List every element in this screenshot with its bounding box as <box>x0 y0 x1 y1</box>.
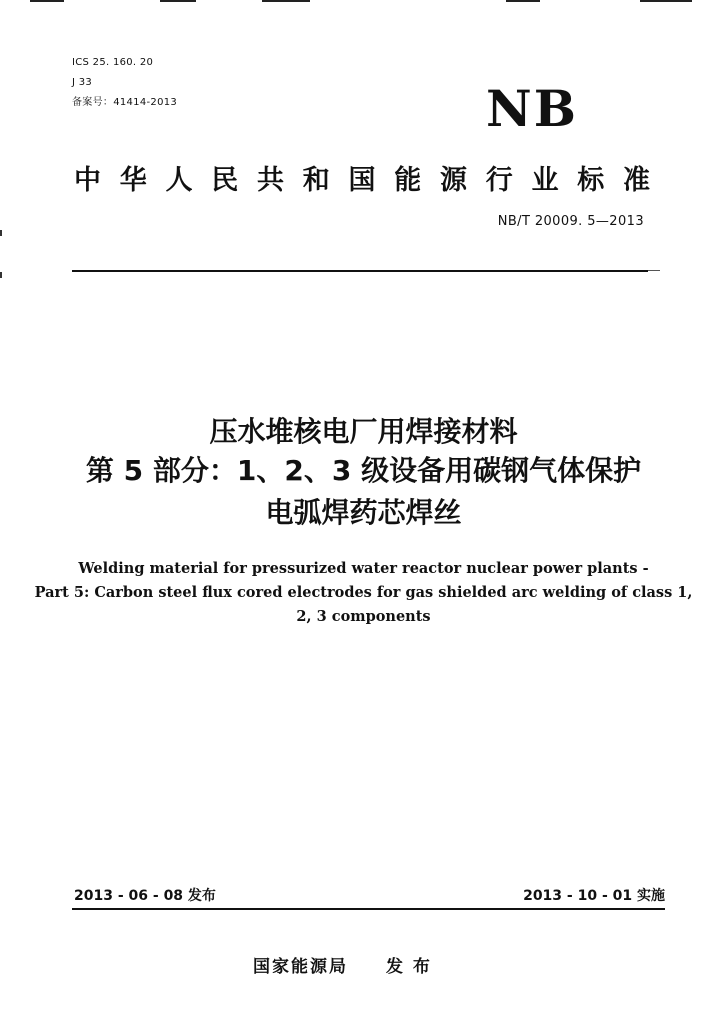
title-en-line2: Part 5: Carbon steel flux cored electrodes for gas shielded arc welding of class 1, <box>34 584 693 601</box>
issuer-char: 准 <box>623 164 650 196</box>
title-cn-line2: 第 5 部分：1、2、3 级设备用碳钢气体保护 <box>85 454 642 487</box>
scan-mark <box>160 0 196 2</box>
issuer-char: 业 <box>531 164 559 196</box>
issuer-char: 源 <box>440 164 467 196</box>
bottom-divider <box>72 908 665 910</box>
issuer-char: 中 <box>74 164 101 196</box>
implementation-date: 2013 - 10 - 01 实施 <box>523 888 665 904</box>
issuer-char: 国 <box>348 164 376 196</box>
standard-number: NB/T 20009. 5—2013 <box>497 214 644 229</box>
issuer-char: 共 <box>257 164 284 196</box>
scan-mark <box>0 230 2 236</box>
title-cn-line3: 电弧焊药芯焊丝 <box>265 496 462 529</box>
title-cn-line1: 压水堆核电厂用焊接材料 <box>209 415 518 448</box>
publisher-name: 国家能源局 <box>253 957 348 977</box>
classification-code: J 33 <box>72 77 93 88</box>
scan-mark <box>506 0 540 2</box>
publish-date: 2013 - 06 - 08 发布 <box>74 888 216 904</box>
title-en-line1: Welding material for pressurized water reactor nuclear power plants - <box>78 560 649 577</box>
issuer-char: 和 <box>302 164 330 196</box>
issuer-char: 民 <box>211 164 239 196</box>
title-en-line3: 2, 3 components <box>296 608 431 625</box>
top-divider <box>72 270 648 272</box>
issuer-char: 人 <box>165 164 193 196</box>
scan-mark <box>640 0 692 2</box>
issuer-char: 行 <box>485 164 513 196</box>
issuer-heading <box>74 160 650 194</box>
ics-code: ICS 25. 160. 20 <box>72 57 154 68</box>
scan-mark <box>0 272 2 278</box>
issuer-char: 华 <box>119 164 147 196</box>
publisher-row <box>253 952 432 977</box>
filing-number: 备案号：41414-2013 <box>72 97 178 108</box>
nb-logo: NB <box>486 79 578 138</box>
top-divider-tail <box>648 270 660 271</box>
scan-mark <box>30 0 64 2</box>
issuer-char: 标 <box>577 164 605 196</box>
publish-label: 发 布 <box>386 957 432 977</box>
issuer-char: 能 <box>394 164 422 196</box>
scan-mark <box>262 0 310 2</box>
